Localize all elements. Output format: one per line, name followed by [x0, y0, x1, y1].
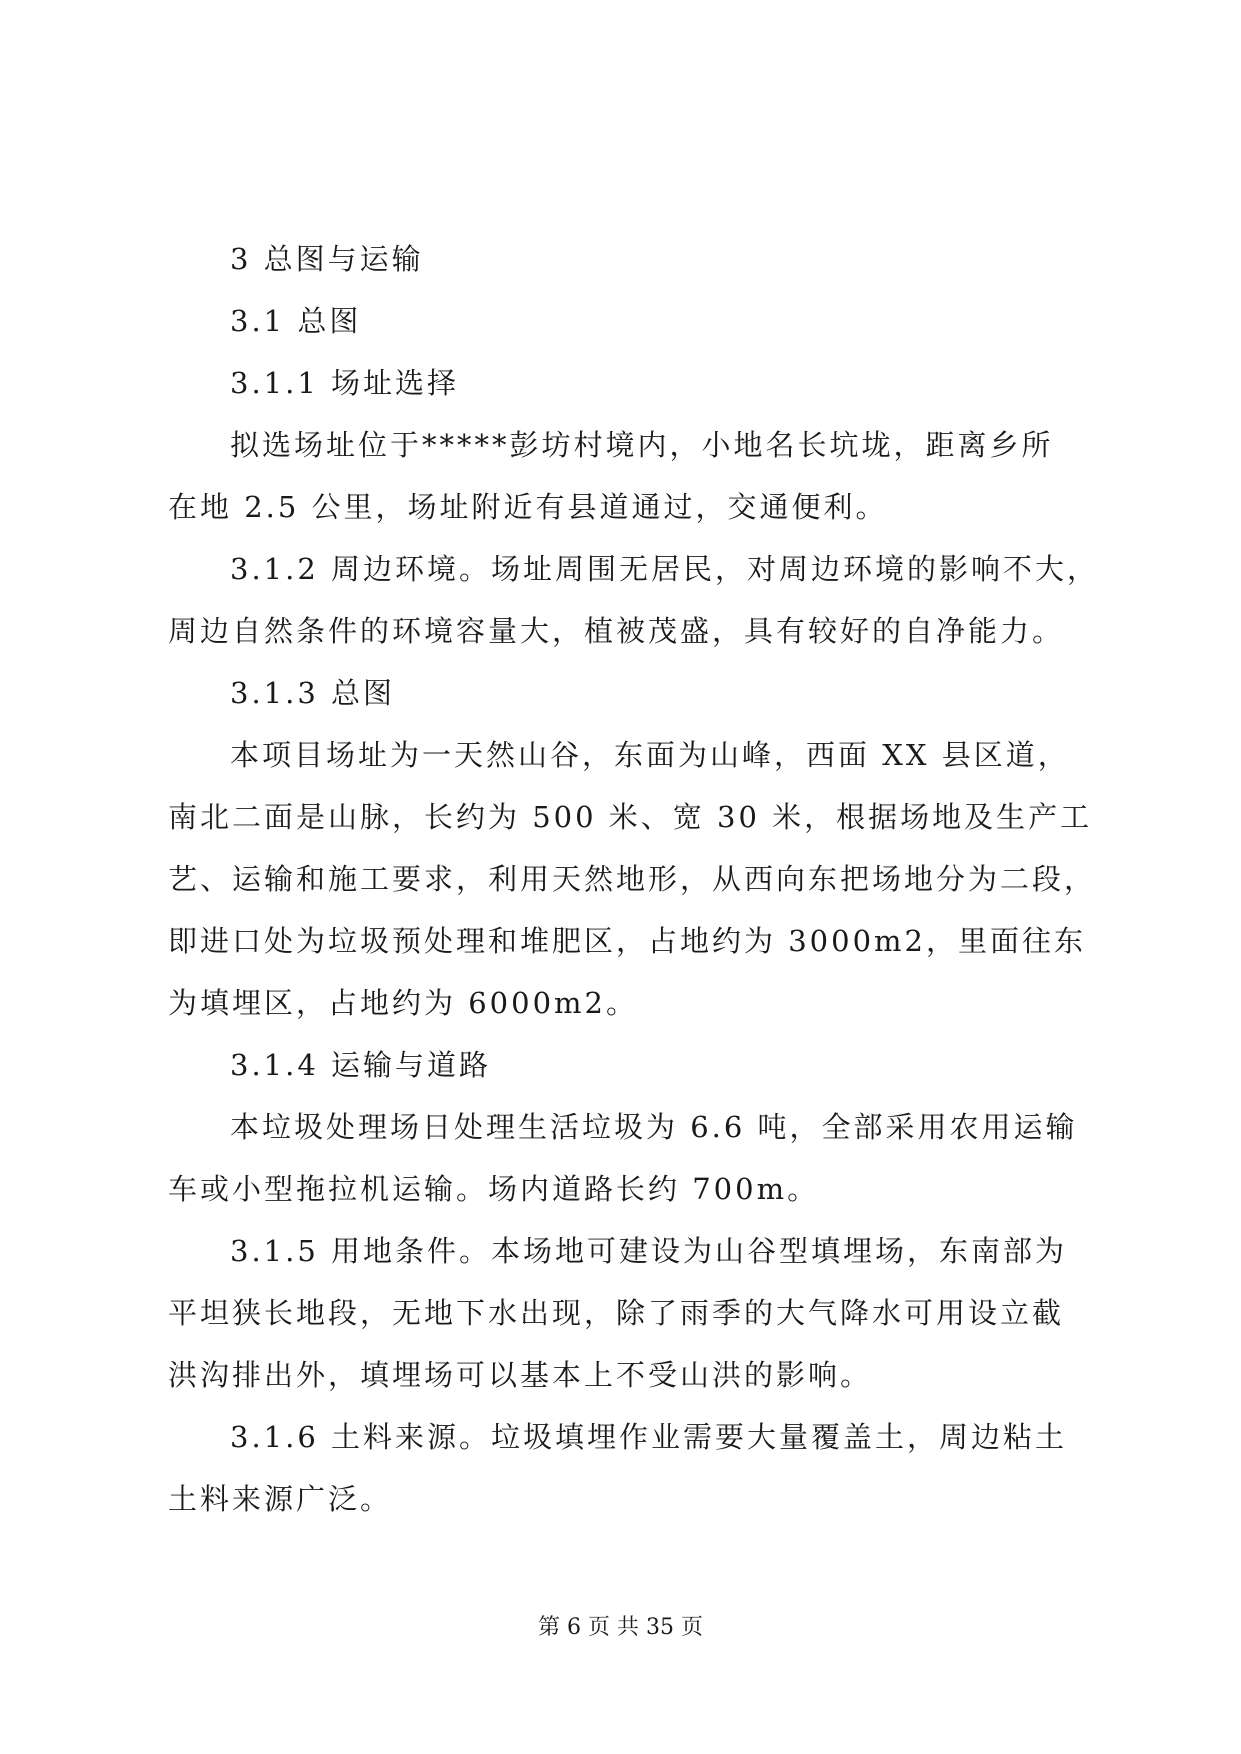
paragraph-line: 艺、运输和施工要求，利用天然地形，从西向东把场地分为二段， [168, 862, 1097, 896]
paragraph-line: 3.1.2 周边环境。场址周围无居民，对周边环境的影响不大， [230, 552, 1100, 586]
section-heading-3-1-3: 3.1.3 总图 [230, 676, 396, 710]
section-heading-3-1: 3.1 总图 [230, 304, 362, 338]
paragraph-line: 本垃圾处理场日处理生活垃圾为 6.6 吨，全部采用农用运输 [230, 1110, 1078, 1144]
document-body [168, 228, 1100, 1530]
paragraph-line: 土料来源广泛。 [168, 1482, 393, 1516]
section-heading-3-1-4: 3.1.4 运输与道路 [230, 1048, 492, 1082]
paragraph-line: 周边自然条件的环境容量大，植被茂盛，具有较好的自净能力。 [168, 614, 1065, 648]
section-heading-3-1-1: 3.1.1 场址选择 [230, 366, 460, 400]
section-heading-3: 3 总图与运输 [230, 242, 424, 276]
paragraph-line: 在地 2.5 公里，场址附近有县道通过，交通便利。 [168, 490, 888, 524]
paragraph-line: 3.1.5 用地条件。本场地可建设为山谷型填埋场，东南部为 [230, 1234, 1068, 1268]
paragraph-line: 平坦狭长地段，无地下水出现，除了雨季的大气降水可用设立截 [168, 1296, 1065, 1330]
paragraph-line: 南北二面是山脉，长约为 500 米、宽 30 米，根据场地及生产工 [168, 800, 1093, 834]
paragraph-line: 洪沟排出外，填埋场可以基本上不受山洪的影响。 [168, 1358, 873, 1392]
page-number-footer: 第 6 页 共 35 页 [538, 1615, 703, 1640]
paragraph-line: 3.1.6 土料来源。垃圾填埋作业需要大量覆盖土，周边粘土 [230, 1420, 1068, 1454]
paragraph-line: 车或小型拖拉机运输。场内道路长约 700m。 [168, 1172, 820, 1206]
paragraph-line: 本项目场址为一天然山谷，东面为山峰，西面 XX 县区道， [230, 738, 1070, 772]
paragraph-line: 为填埋区，占地约为 6000m2。 [168, 986, 638, 1020]
paragraph-line: 拟选场址位于*****彭坊村境内，小地名长坑垅，距离乡所 [230, 428, 1054, 462]
paragraph-line: 即进口处为垃圾预处理和堆肥区，占地约为 3000m2，里面往东 [168, 924, 1086, 958]
